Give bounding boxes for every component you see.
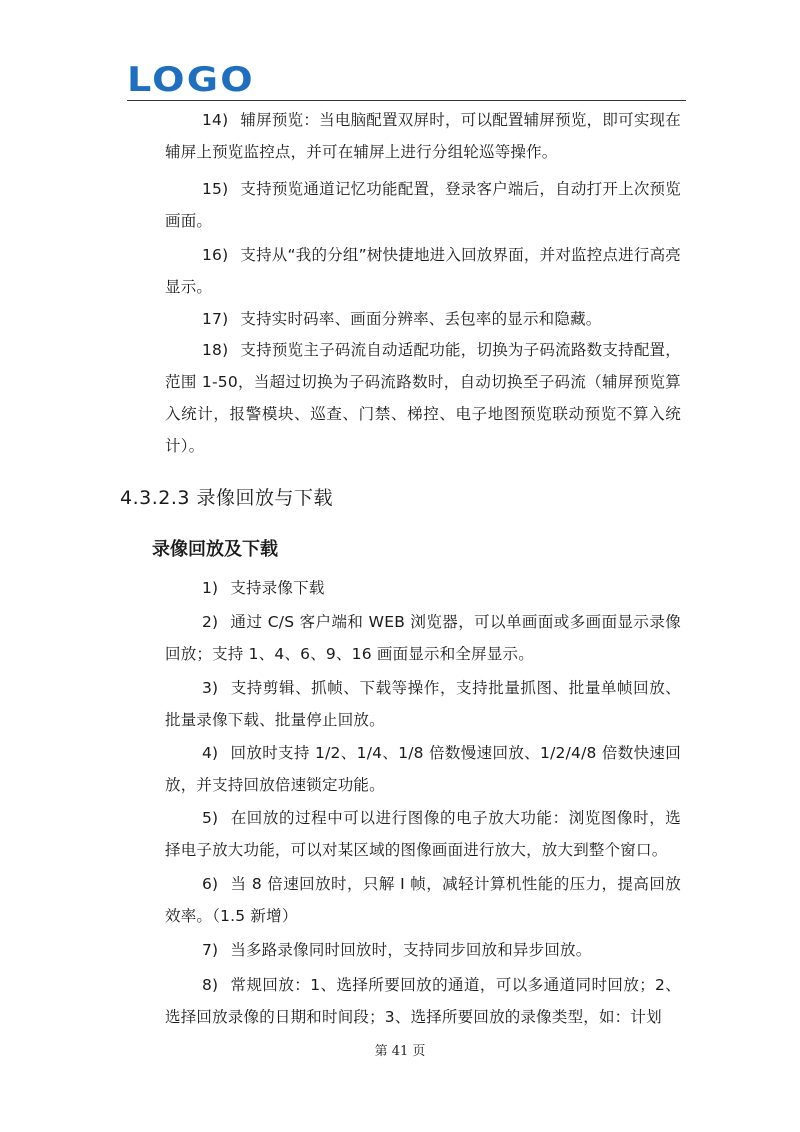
item-text: 支持预览主子码流自动适配功能，切换为子码流路数支持配置，范围 1-50，当超过切换为子码流路数时，自动切换至子码流（辅屏预览算入统计，报警模块、巡查、门禁、梯控、电子地图预览联动预览不算入统计）。: [165, 341, 681, 455]
item-text: 当 8 倍速回放时，只解 I 帧，减轻计算机性能的压力，提高回放效率。（1.5 新增）: [165, 875, 681, 925]
list-item: [165, 737, 681, 801]
list-item: [165, 802, 681, 866]
item-text: 支持预览通道记忆功能配置，登录客户端后，自动打开上次预览画面。: [165, 180, 681, 230]
list-item: [165, 303, 681, 335]
list-item: [165, 239, 681, 303]
item-text: 在回放的过程中可以进行图像的电子放大功能：浏览图像时，选择电子放大功能，可以对某区域的图像画面进行放大，放大到整个窗口。: [165, 809, 681, 859]
item-text: 回放时支持 1/2、1/4、1/8 倍数慢速回放、1/2/4/8 倍数快速回放，并支持回放倍速锁定功能。: [165, 744, 681, 794]
list-item: [165, 173, 681, 237]
item-number: 1): [202, 579, 219, 597]
list-item: [165, 868, 681, 932]
item-text: 常规回放：1、选择所要回放的通道，可以多通道同时回放；2、选择回放录像的日期和时间段；3、选择所要回放的录像类型，如：计划: [165, 976, 681, 1026]
item-number: 17): [202, 310, 229, 328]
logo: LOGO: [127, 60, 255, 100]
item-number: 5): [202, 809, 219, 827]
item-number: 8): [202, 976, 219, 994]
section-heading: 4.3.2.3 录像回放与下载: [120, 487, 334, 509]
subsection-heading: 录像回放及下载: [152, 539, 278, 560]
item-number: 6): [202, 875, 219, 893]
page-header: [0, 0, 800, 104]
item-text: 支持录像下载: [230, 579, 325, 597]
item-text: 辅屏预览：当电脑配置双屏时，可以配置辅屏预览，即可实现在辅屏上预览监控点，并可在辅屏上进行分组轮巡等操作。: [165, 111, 681, 161]
list-item: [165, 572, 681, 604]
list-item: [165, 104, 681, 168]
list-item: [165, 334, 681, 462]
item-number: 2): [202, 613, 219, 631]
page-number: 第 41 页: [374, 1044, 426, 1059]
header-divider: [127, 100, 686, 101]
item-text: 支持从“我的分组”树快捷地进入回放界面，并对监控点进行高亮显示。: [165, 246, 681, 296]
item-number: 16): [202, 246, 229, 264]
list-item: [165, 606, 681, 670]
item-number: 18): [202, 341, 229, 359]
item-text: 当多路录像同时回放时，支持同步回放和异步回放。: [230, 941, 592, 959]
item-text: 支持实时码率、画面分辨率、丢包率的显示和隐藏。: [240, 310, 602, 328]
item-text: 支持剪辑、抓帧、下载等操作，支持批量抓图、批量单帧回放、批量录像下载、批量停止回放。: [165, 679, 681, 729]
list-item: [165, 934, 681, 966]
list-item: [165, 969, 681, 1033]
list-item: [165, 672, 681, 736]
item-number: 7): [202, 941, 219, 959]
item-text: 通过 C/S 客户端和 WEB 浏览器，可以单画面或多画面显示录像回放；支持 1、4、6、9、16 画面显示和全屏显示。: [165, 613, 681, 663]
item-number: 3): [202, 679, 219, 697]
item-number: 4): [202, 744, 219, 762]
item-number: 14): [202, 111, 229, 129]
item-number: 15): [202, 180, 229, 198]
